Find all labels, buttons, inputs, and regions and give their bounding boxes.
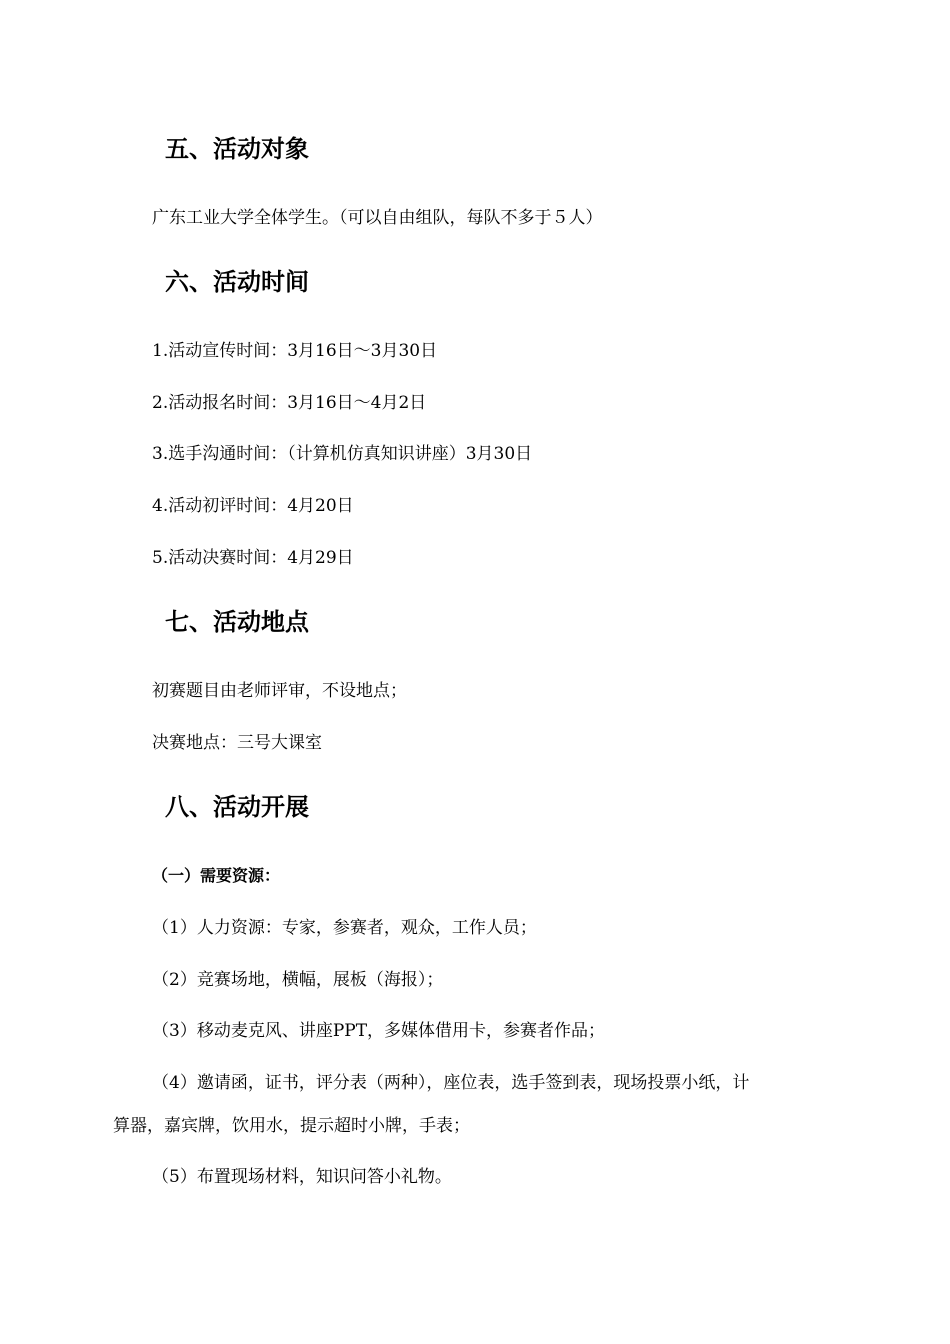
section-5-heading: 五、活动对象 (165, 135, 309, 163)
schedule-item: 4.活动初评时间：4月20日 (152, 496, 354, 516)
resources-subheading: （一）需要资源： (152, 866, 281, 885)
resource-item: （2）竞赛场地，横幅，展板（海报）； (152, 970, 444, 990)
schedule-item: 2.活动报名时间：3月16日～4月2日 (152, 393, 427, 413)
venue-line: 初赛题目由老师评审，不设地点； (152, 681, 407, 701)
section-5-body: 广东工业大学全体学生。（可以自由组队，每队不多于５人） (152, 208, 603, 228)
section-6-heading: 六、活动时间 (165, 268, 309, 296)
section-7-heading: 七、活动地点 (165, 608, 309, 636)
schedule-item: 5.活动决赛时间：4月29日 (152, 548, 354, 568)
schedule-item: 3.选手沟通时间：（计算机仿真知识讲座）3月30日 (152, 444, 533, 464)
resource-item: （3）移动麦克风、讲座PPT，多媒体借用卡，参赛者作品； (152, 1021, 606, 1041)
resource-item-continuation: 算器，嘉宾牌，饮用水，提示超时小牌，手表； (113, 1116, 470, 1136)
section-8-heading: 八、活动开展 (165, 793, 309, 821)
resource-item: （4）邀请函，证书，评分表（两种），座位表，选手签到表，现场投票小纸，计 (152, 1073, 750, 1093)
schedule-item: 1.活动宣传时间：3月16日～3月30日 (152, 341, 438, 361)
resource-item: （5）布置现场材料，知识问答小礼物。 (152, 1167, 452, 1187)
venue-line: 决赛地点：三号大课室 (152, 733, 322, 753)
resource-item: （1）人力资源：专家，参赛者，观众，工作人员； (152, 918, 537, 938)
